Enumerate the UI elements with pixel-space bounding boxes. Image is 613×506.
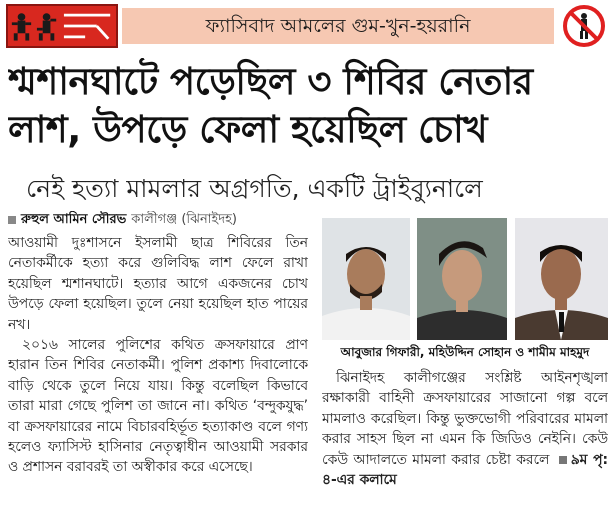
portrait-photo-2: [417, 218, 507, 340]
square-bullet-icon: [8, 216, 16, 224]
article-body-left: [8, 233, 308, 500]
section-kicker: ফ্যাসিবাদ আমলের গুম-খুন-হয়রানি: [122, 8, 554, 44]
section-banner: [6, 4, 607, 48]
byline: [8, 211, 313, 229]
byline-location: কালীগঞ্জ (ঝিনাইদহ): [131, 212, 237, 227]
headline-line-1: শ্মশানঘাটে পড়েছিল ৩ শিবির নেতার: [8, 60, 533, 103]
no-entry-sign-icon: [562, 4, 606, 48]
portrait-photos: [322, 218, 608, 340]
article-body-right: [322, 368, 608, 500]
body-paragraph: ২০১৬ সালের পুলিশের কথিত ক্রসফায়ারে প্রাণ হারান তিন শিবির নেতাকর্মী। পুলিশ প্রকাশ্য দিবালোকে বাড়ি থেকে তুলে নিয়ে যায়। কিন্তু বলেছিল কিভাবে তারা মারা গেছে পুলিশ তা জানে না। কথিত ‘বন্দুকযুদ্ধ’ বা ক্রসফায়ারের নামে বিচারবহির্ভূত হত্যাকাণ্ড বলে গণ্য হলেও ফ্যাসিস্ট হাসিনার নেতৃত্বাধীন আওয়ামী সরকার ও প্রশাসন বরাবরই তা অস্বীকার করে এসেছে।: [8, 337, 308, 476]
continued-on-text: ৯ম পৃ: ৪-এর কলামে: [322, 451, 608, 489]
body-paragraph-text: ঝিনাইদহ কালীগঞ্জের সংশ্লিষ্ট আইনশৃঙ্খলা রক্ষাকারী বাহিনী ক্রসফায়ারের সাজানো গল্প বলে মামলাও করেছিল। কিন্তু ভুক্তভোগী পরিবারের মামলা করার সাহস ছিল না এমন কি জিডিও নেইনি। কেউ কেউ আদালতে মামলা করার চেষ্টা করলে: [322, 370, 608, 468]
byline-author: রুহুল আমিন সৌরভ: [21, 212, 127, 227]
portrait-photo-1: [322, 218, 410, 340]
headline-line-2: লাশ, উপড়ে ফেলা হয়েছিল চোখ: [8, 108, 488, 151]
body-paragraph: [322, 368, 608, 490]
body-paragraph: আওয়ামী দুঃশাসনে ইসলামী ছাত্র শিবিরের তিন নেতাকর্মীকে হত্যা করে গুলিবিদ্ধ লাশ ফেলে রাখা হয়েছিল শ্মশানঘাটে। হত্যার আগে একজনের চোখ উপড়ে ফেলা হয়েছিল। তুলে নেয়া হয়েছিল হাত পায়ের নখ।: [8, 235, 308, 333]
photo-caption: আবুজার গিফারী, মহিউদ্দিন সোহান ও শামীম মাহমুদ: [340, 345, 590, 359]
square-bullet-icon: [559, 456, 567, 464]
figures-logo-icon: [6, 4, 118, 48]
headline: [8, 58, 608, 154]
subheadline: নেই হত্যা মামলার অগ্রগতি, একটি ট্রাইব্যুনালে: [26, 174, 483, 203]
portrait-photo-3: [515, 218, 608, 340]
